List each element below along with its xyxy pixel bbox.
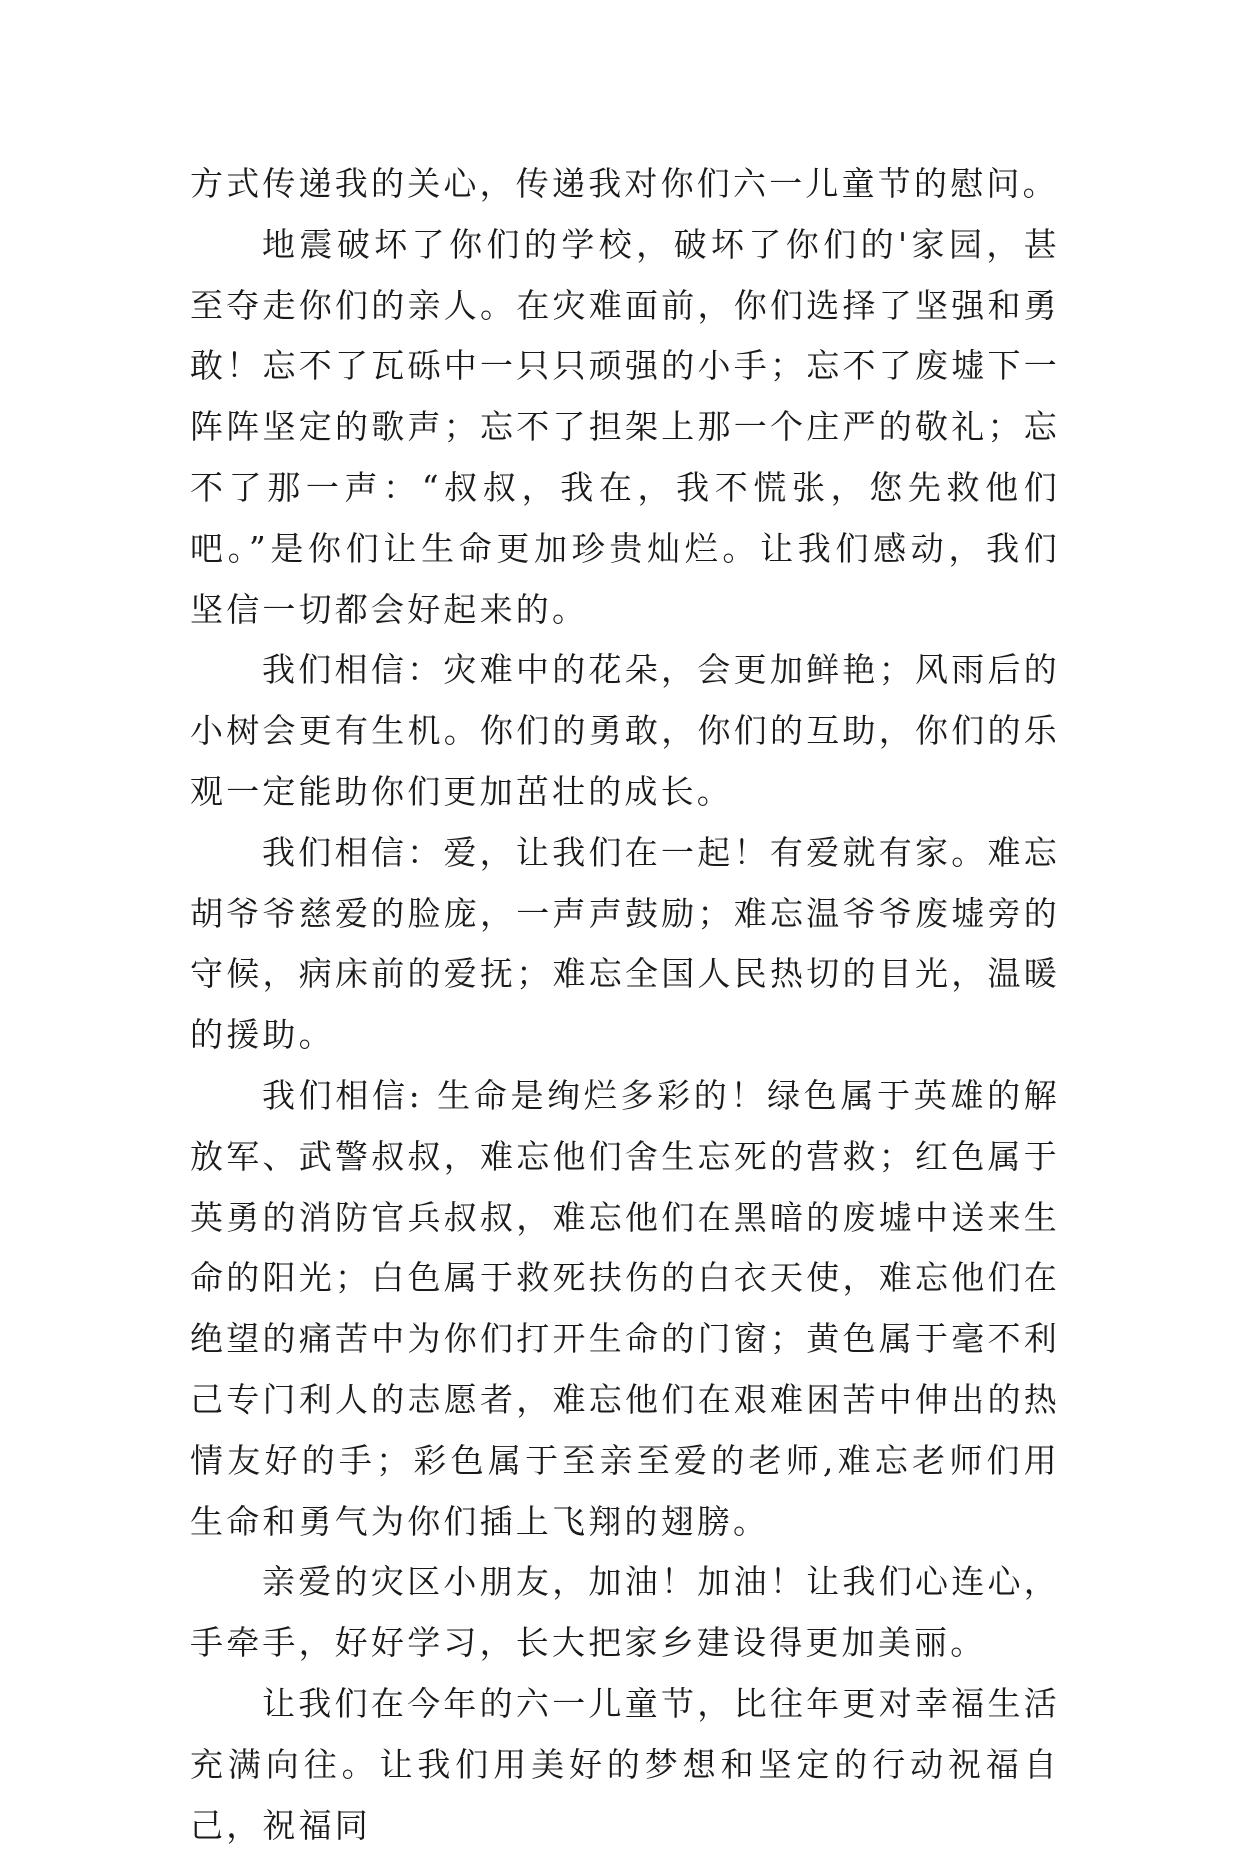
paragraph-belief-colors: 我们相信: 生命是绚烂多彩的！绿色属于英雄的解放军、武警叔叔，难忘他们舍生忘死的营救；红色属于英勇的消防官兵叔叔，难忘他们在黑暗的废墟中送来生命的阳光；白色属于救死扶伤的白衣天使，难忘他们在绝望的痛苦中为你们打开生命的门窗；黄色属于毫不利己专门利人的志愿者，难忘他们在艰难困苦中伸出的热情友好的手；彩色属于至亲至爱的老师,难忘老师们用生命和勇气为你们插上飞翔的翅膀。	[190, 1075, 1060, 1541]
paragraph-earthquake: 地震破坏了你们的学校，破坏了你们的'家园，甚至夺走你们的亲人。在灾难面前，你们选择了坚强和勇敢！忘不了瓦砾中一只只顽强的小手；忘不了废墟下一阵阵坚定的歌声；忘不了担架上那一个庄严的敬礼；忘不了那一声：“叔叔，我在，我不慌张，您先救他们吧。”是你们让生命更加珍贵灿烂。让我们感动，我们坚信一切都会好起来的。	[190, 224, 1060, 629]
paragraph-childrens-day: 让我们在今年的六一儿童节，比往年更对幸福生活充满向往。让我们用美好的梦想和坚定的行动祝福自己，祝福同	[190, 1683, 1060, 1845]
paragraph-encouragement: 亲爱的灾区小朋友，加油！加油！让我们心连心，手牵手，好好学习，长大把家乡建设得更加美丽。	[190, 1562, 1060, 1663]
paragraph-belief-love: 我们相信：爱，让我们在一起！有爱就有家。难忘胡爷爷慈爱的脸庞，一声声鼓励；难忘温爷爷废墟旁的守候，病床前的爱抚；难忘全国人民热切的目光，温暖的援助。	[190, 832, 1060, 1055]
paragraph-continuation: 方式传递我的关心，传递我对你们六一儿童节的慰问。	[190, 164, 1059, 203]
paragraph-belief-flowers: 我们相信：灾难中的花朵，会更加鲜艳；风雨后的小树会更有生机。你们的勇敢，你们的互助，你们的乐观一定能助你们更加茁壮的成长。	[190, 650, 1060, 811]
document-body	[190, 154, 1060, 1856]
